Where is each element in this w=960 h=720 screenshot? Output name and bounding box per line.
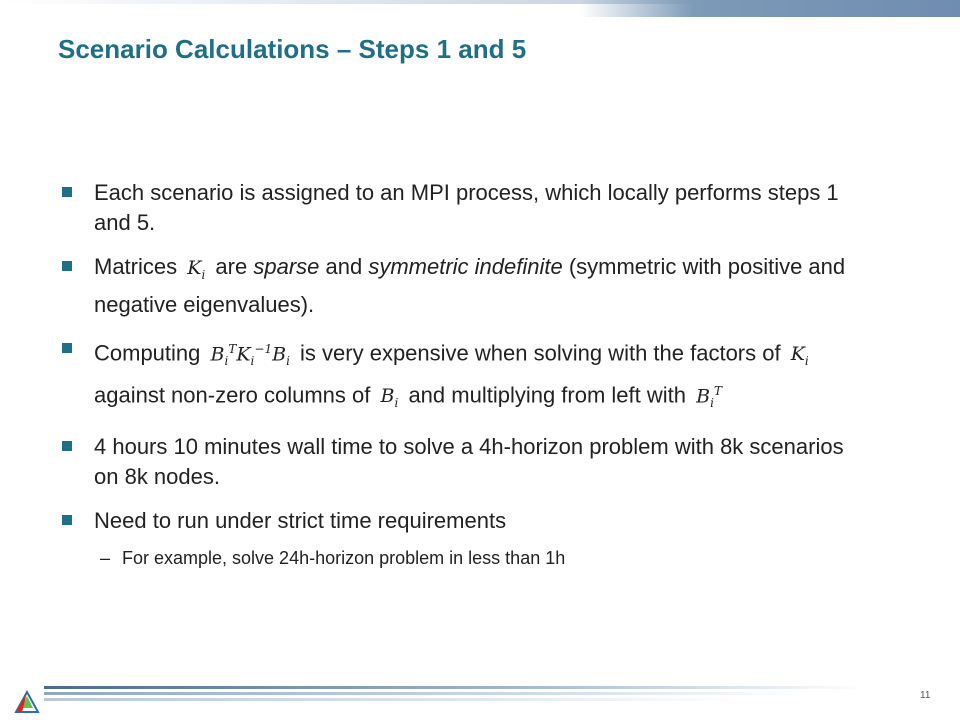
bullet-square-icon [62,441,72,451]
bullet-text: Need to run under strict time requirements [94,508,507,534]
page-number: 11 [920,690,931,701]
footer-lines [44,684,874,704]
bullet-text: is very expensive when solving with the factors of [300,340,781,366]
dash-icon: – [100,548,111,569]
math-formula-bi: $B_i$ [380,385,399,411]
bullet-text-italic: symmetric indefinite [368,254,563,279]
bullet-text: 4 hours 10 minutes wall time to solve a 4h-horizon problem with 8k scenarios on 8k nodes. [94,434,844,490]
bullet-square-icon [62,515,72,525]
bullet-text: and [319,254,369,279]
sub-bullet-item [62,546,862,570]
bullet-text: against non-zero columns of [94,382,371,408]
math-formula-bit: $B_i^T$ [696,383,722,411]
bullet-square-icon [62,261,72,271]
bullet-square-icon [62,343,72,353]
math-formula-ki: $K_i$ [187,257,206,282]
slide-content [62,178,862,570]
bullet-text: and multiplying from left with [408,382,686,408]
bullet-square-icon [62,187,72,197]
sub-bullet-text: For example, solve 24h-horizon problem in less than 1h [122,548,566,569]
slide-title: Scenario Calculations – Steps 1 and 5 [58,34,527,64]
bullet-item [62,178,862,238]
bullet-text: Computing [94,340,201,366]
math-formula-ki: $K_i$ [790,343,809,368]
header-accent-band [580,0,960,17]
bullet-item [62,252,862,320]
bullet-text: (symmetric with positive and negative eigenvalues). [94,254,846,317]
bullet-text: are [215,254,254,279]
math-formula-btkb: $B_i^TK_i^{-1}B_i$ [210,341,290,368]
bullet-text-italic: sparse [253,254,320,279]
bullet-item [62,334,862,418]
bullet-item [62,506,862,536]
bullet-item [62,432,862,492]
bullet-text: Each scenario is assigned to an MPI process, which locally performs steps 1 and 5. [94,180,839,235]
bullet-text: Matrices [94,254,178,279]
logo-icon [14,690,40,716]
